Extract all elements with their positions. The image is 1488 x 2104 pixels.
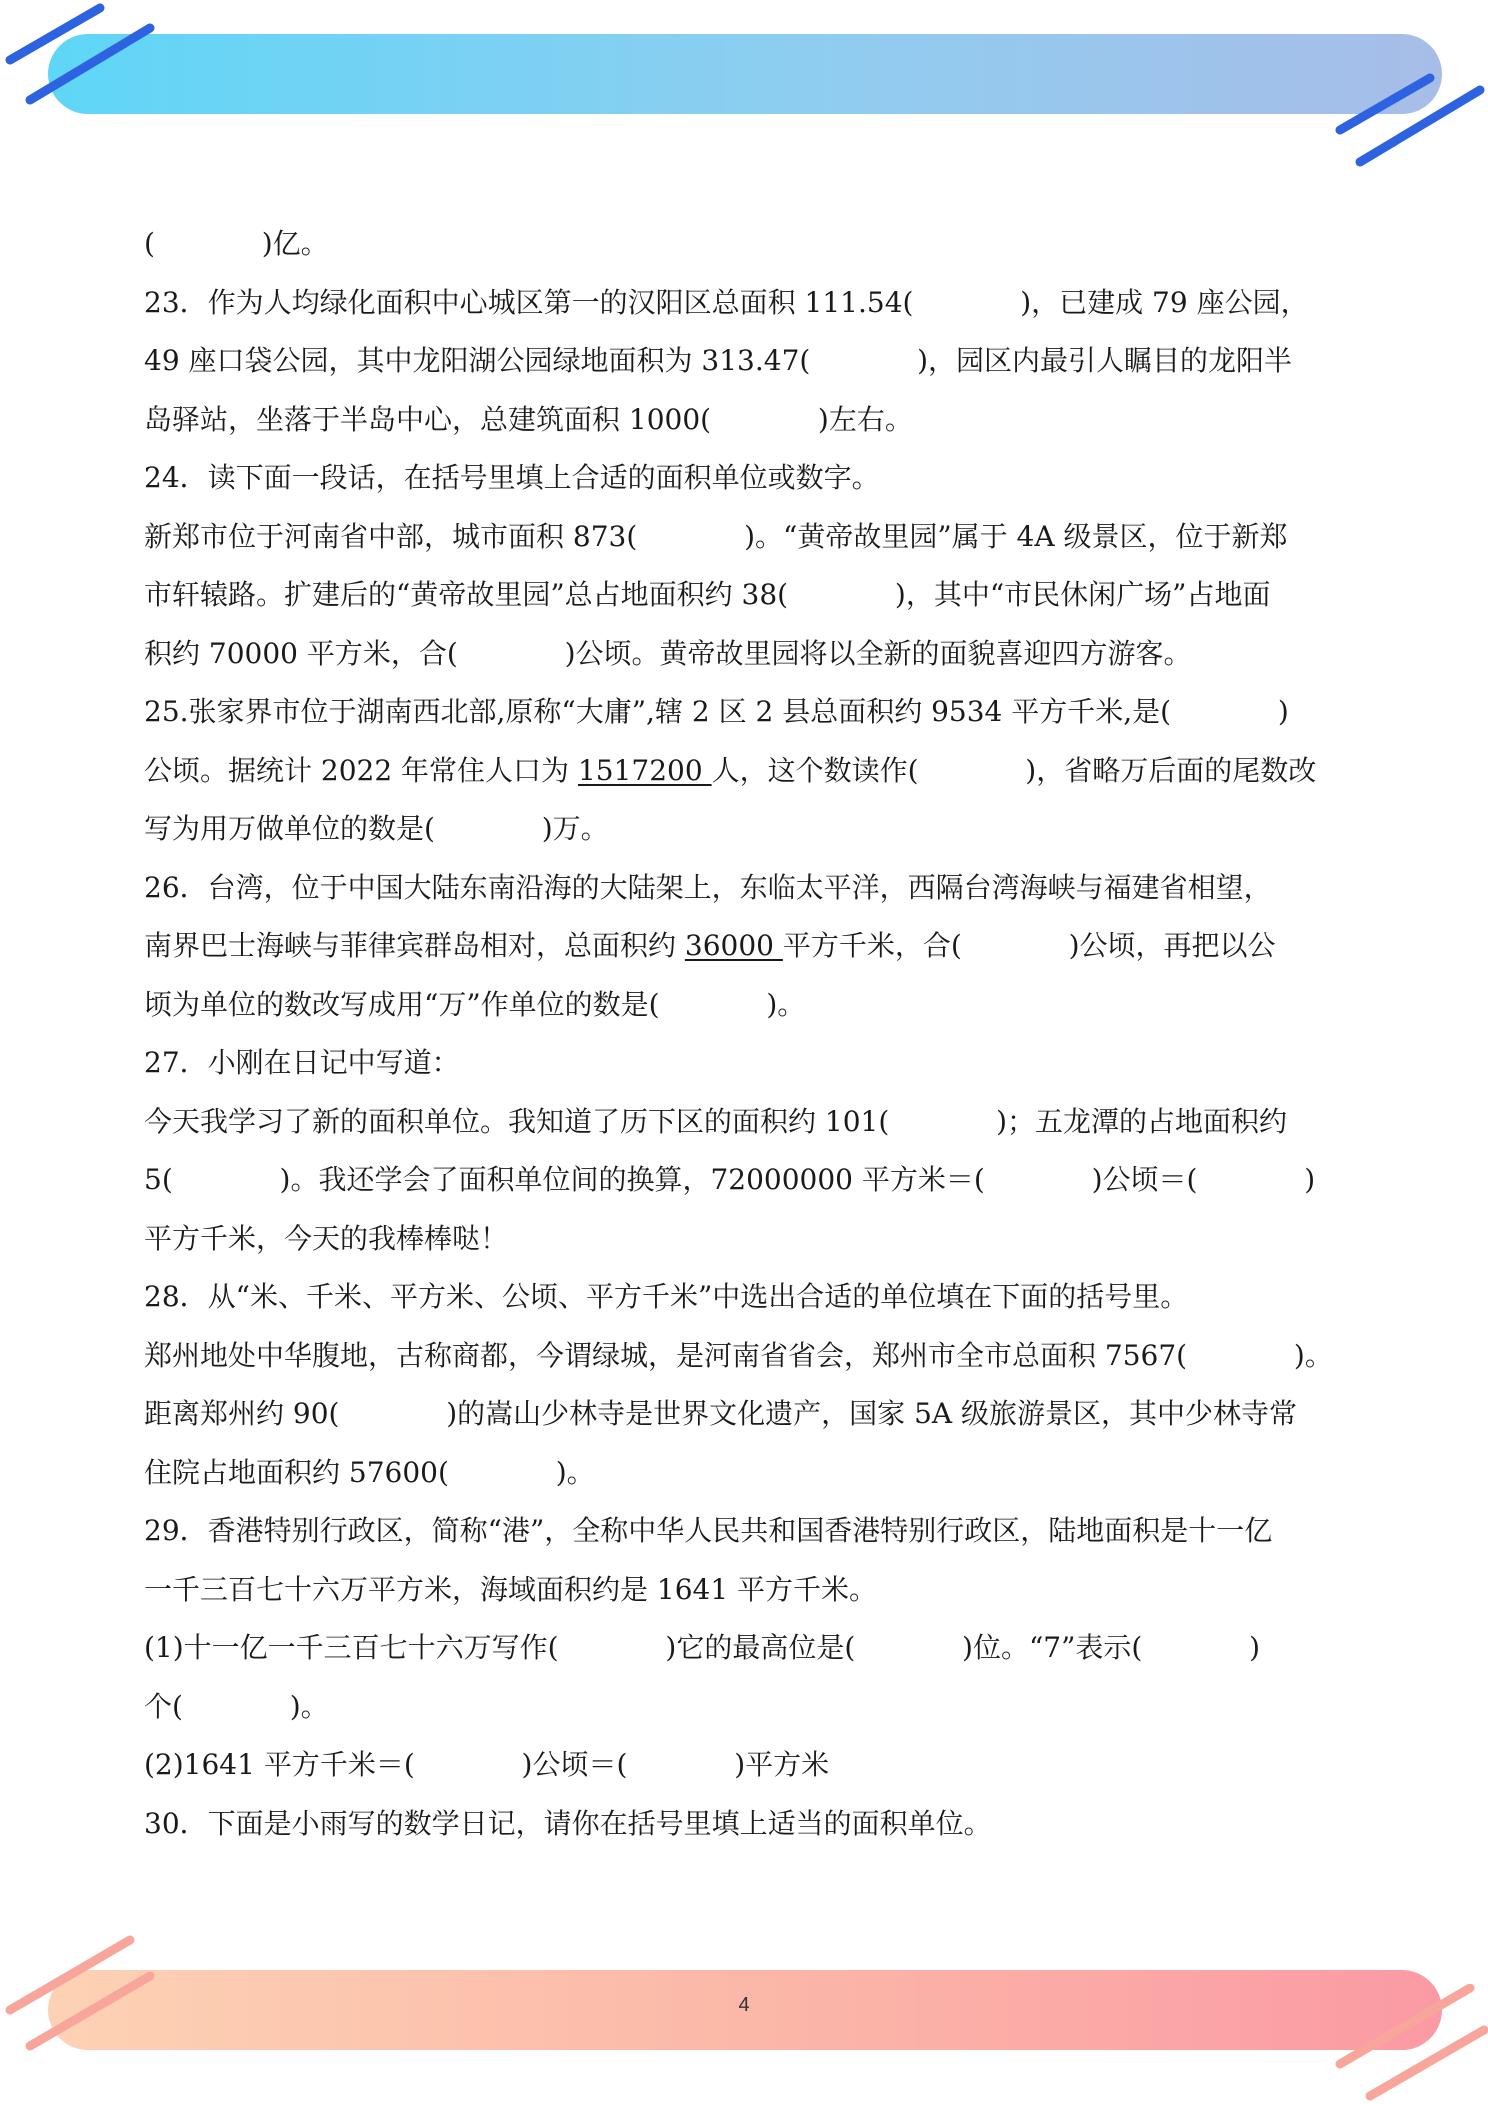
text-line: 距离郑州约 90( )的嵩山少林寺是世界文化遗产，国家 5A 级旅游景区，其中少林寺常 bbox=[144, 1397, 1298, 1430]
text-line: 24．读下面一段话，在括号里填上合适的面积单位或数字。 bbox=[144, 461, 880, 494]
text-line: (1)十一亿一千三百七十六万写作( )它的最高位是( )位。“7”表示( ) bbox=[144, 1631, 1261, 1664]
text-line: ( )亿。 bbox=[144, 227, 329, 260]
text-line: 29．香港特别行政区，简称“港”，全称中华人民共和国香港特别行政区，陆地面积是十一亿 bbox=[144, 1514, 1273, 1547]
text-line: 积约 70000 平方米，合( )公顷。黄帝故里园将以全新的面貌喜迎四方游客。 bbox=[144, 636, 1192, 670]
text-line: 顷为单位的数改写成用“万”作单位的数是( )。 bbox=[144, 987, 806, 1021]
text-line: 南界巴士海峡与菲律宾群岛相对，总面积约 36000 平方千米，合( )公顷，再把以公 bbox=[144, 929, 1276, 962]
text-line: 市轩辕路。扩建后的“黄帝故里园”总占地面积约 38( )，其中“市民休闲广场”占地面 bbox=[144, 578, 1271, 611]
text-line: 23．作为人均绿化面积中心城区第一的汉阳区总面积 111.54( )，已建成 79 座公园， bbox=[144, 285, 1309, 319]
text-line: 49 座口袋公园，其中龙阳湖公园绿地面积为 313.47( )，园区内最引人瞩目的龙阳半 bbox=[144, 344, 1293, 377]
page-number: 4 bbox=[738, 1994, 750, 2016]
header-stripes-right bbox=[1320, 50, 1488, 180]
text-line: 郑州地处中华腹地，古称商都，今谓绿城，是河南省省会，郑州市全市总面积 7567( )。 bbox=[144, 1338, 1333, 1372]
text-line: 新郑市位于河南省中部，城市面积 873( )。“黄帝故里园”属于 4A 级景区，位于新郑 bbox=[144, 519, 1288, 553]
text-line: 个( )。 bbox=[144, 1689, 329, 1723]
underlined-number: 36000 bbox=[684, 929, 783, 962]
text-line: 27．小刚在日记中写道： bbox=[144, 1046, 460, 1079]
header-banner bbox=[48, 34, 1442, 114]
text-line: 28．从“米、千米、平方米、公顷、平方千米”中选出合适的单位填在下面的括号里。 bbox=[144, 1280, 1189, 1313]
text-line: 写为用万做单位的数是( )万。 bbox=[144, 812, 609, 845]
text-line: 5( )。我还学会了面积单位间的换算，72000000 平方米＝( )公顷＝( ) bbox=[144, 1163, 1316, 1196]
text-line: 岛驿站，坐落于半岛中心，总建筑面积 1000( )左右。 bbox=[144, 402, 913, 436]
text-line: 平方千米，今天的我棒棒哒！ bbox=[144, 1221, 509, 1255]
underlined-number: 1517200 bbox=[577, 753, 712, 787]
document-body bbox=[144, 215, 1354, 1853]
text-line: 今天我学习了新的面积单位。我知道了历下区的面积约 101( )；五龙潭的占地面积约 bbox=[144, 1104, 1288, 1138]
text-line: 公顷。据统计 2022 年常住人口为 1517200 人，这个数读作( )，省略万后面的尾数改 bbox=[144, 753, 1317, 787]
text-line: 住院占地面积约 57600( )。 bbox=[144, 1455, 595, 1489]
text-line: 一千三百七十六万平方米，海域面积约是 1641 平方千米。 bbox=[144, 1572, 878, 1606]
text-line: 30．下面是小雨写的数学日记，请你在括号里填上适当的面积单位。 bbox=[144, 1806, 992, 1840]
header-stripes-left bbox=[0, 0, 160, 120]
text-line: 25.张家界市位于湖南西北部,原称“大庸”,辖 2 区 2 县总面积约 9534 平方千米,是( ) bbox=[144, 695, 1289, 728]
text-line: (2)1641 平方千米＝( )公顷＝( )平方米 bbox=[144, 1748, 830, 1781]
text-line: 26．台湾，位于中国大陆东南沿海的大陆架上，东临太平洋，西隔台湾海峡与福建省相望， bbox=[144, 870, 1272, 904]
